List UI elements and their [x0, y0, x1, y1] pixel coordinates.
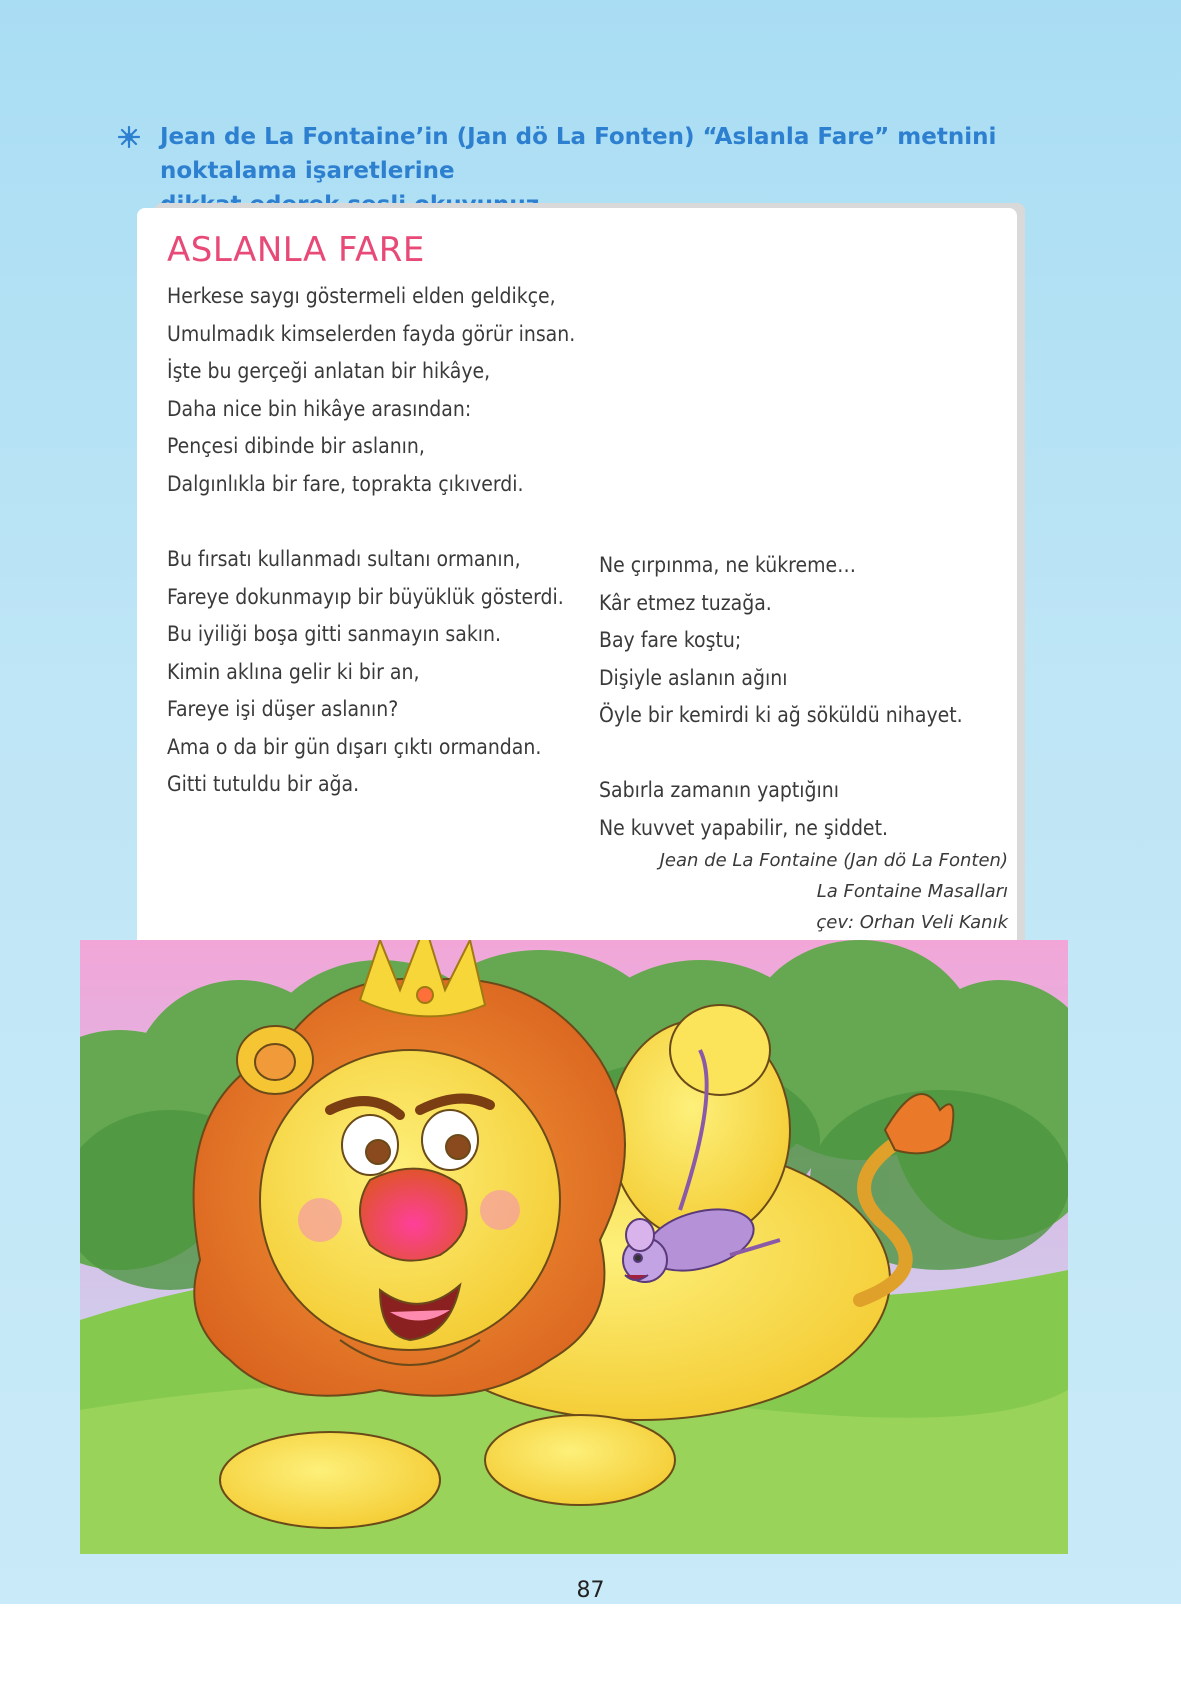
- poem-line: Bay fare koştu;: [599, 628, 742, 652]
- page-number: 87: [576, 1578, 605, 1603]
- poem-line: Daha nice bin hikâye arasından:: [167, 396, 472, 421]
- poem-line: Dişiyle aslanın ağını: [599, 665, 788, 690]
- stanza-1: [167, 278, 575, 503]
- stanza-4: [599, 772, 888, 847]
- poem-line: Bu fırsatı kullanmadı sultanı ormanın,: [167, 547, 521, 571]
- poem-line: Umulmadık kimselerden fayda görür insan.: [167, 321, 576, 346]
- poem-line: Ama o da bir gün dışarı çıktı ormandan.: [167, 734, 542, 759]
- stanza-2: [167, 541, 564, 804]
- crown-icon: [360, 940, 485, 1016]
- credit-author: Jean de La Fontaine (Jan dö La Fonten): [659, 850, 1008, 871]
- stanza-3: [599, 547, 963, 735]
- instruction-line-1: Jean de La Fontaine’in (Jan dö La Fonten) “Aslanla Fare” metnini noktalama işaretlerine: [160, 124, 997, 184]
- poem-line: İşte bu gerçeği anlatan bir hikâye,: [167, 359, 491, 383]
- poem-line: Herkese saygı göstermeli elden geldikçe,: [167, 284, 556, 308]
- poem-line: Kâr etmez tuzağa.: [599, 590, 772, 615]
- poem-line: Pençesi dibinde bir aslanın,: [167, 434, 425, 458]
- poem-line: Gitti tutuldu bir ağa.: [167, 772, 360, 796]
- poem-line: Ne çırpınma, ne kükreme…: [599, 553, 857, 577]
- poem-title: ASLANLA FARE: [167, 230, 425, 270]
- credit-book: La Fontaine Masalları: [816, 881, 1008, 902]
- poem-line: Sabırla zamanın yaptığını: [599, 778, 839, 802]
- lion-and-mouse-illustration: [80, 940, 1068, 1554]
- star-bullet-icon: [118, 126, 140, 148]
- poem-line: Fareye işi düşer aslanın?: [167, 697, 399, 721]
- poem-line: Fareye dokunmayıp bir büyüklük gösterdi.: [167, 584, 564, 609]
- poem-line: Ne kuvvet yapabilir, ne şiddet.: [599, 815, 888, 840]
- poem-line: Kimin aklına gelir ki bir an,: [167, 659, 420, 684]
- poem-line: Bu iyiliği boşa gitti sanmayın sakın.: [167, 622, 502, 646]
- poem-line: Dalgınlıkla bir fare, toprakta çıkıverdi.: [167, 471, 524, 496]
- poem-line: Öyle bir kemirdi ki ağ söküldü nihayet.: [599, 703, 963, 727]
- credit-translator: çev: Orhan Veli Kanık: [816, 912, 1008, 933]
- page-footer-area: [0, 1604, 1181, 1683]
